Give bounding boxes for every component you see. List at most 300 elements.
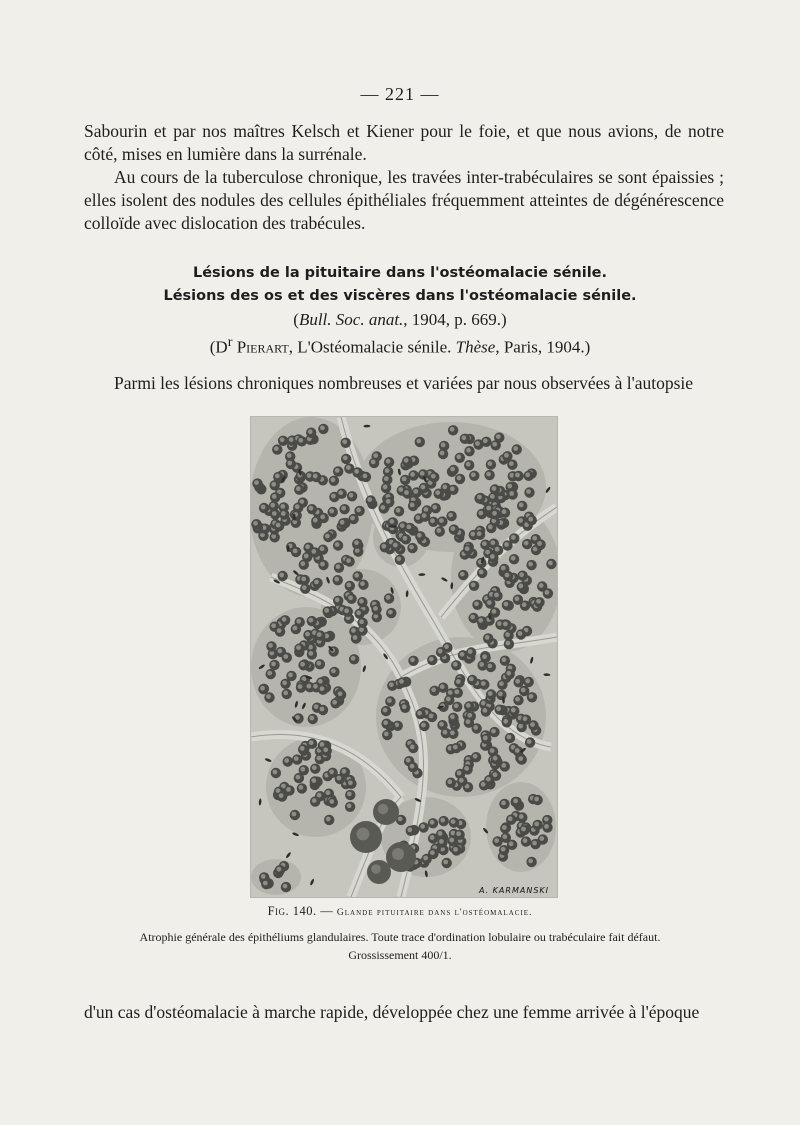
cell-nucleolus xyxy=(505,573,510,578)
figure-caption-title xyxy=(0,904,800,919)
cell-nucleolus xyxy=(320,515,325,520)
cell-nucleolus xyxy=(300,746,305,751)
cell-nucleolus xyxy=(386,595,391,600)
cell-nucleolus xyxy=(384,476,389,481)
cell-nucleolus xyxy=(281,511,286,516)
cell-nucleolus xyxy=(336,564,341,569)
cell-nucleolus xyxy=(460,652,465,657)
cell-nucleolus xyxy=(453,745,458,750)
cell-nucleolus xyxy=(490,554,495,559)
cell-nucleolus xyxy=(384,732,389,737)
cell-nucleolus xyxy=(351,656,356,661)
cell-nucleolus xyxy=(386,459,391,464)
cell-nucleolus xyxy=(354,540,359,545)
cell-nucleolus xyxy=(515,748,520,753)
cell-nucleolus xyxy=(439,839,444,844)
cell-nucleolus xyxy=(266,694,271,699)
cell-nucleolus xyxy=(277,628,282,633)
cell-nucleolus xyxy=(450,486,455,491)
histology-illustration xyxy=(251,417,557,897)
figure-signature: A. KARMANSKI xyxy=(478,886,549,895)
cell-nucleolus xyxy=(539,836,544,841)
cell-nucleolus xyxy=(343,456,348,461)
cell-nucleolus xyxy=(317,632,322,637)
cell-nucleolus xyxy=(519,572,524,577)
cell-nucleolus xyxy=(332,700,337,705)
cell-nucleolus xyxy=(326,790,331,795)
cell-nucleolus xyxy=(311,549,316,554)
cell-nucleolus xyxy=(511,535,516,540)
cell-nucleolus xyxy=(496,706,501,711)
cell-nucleolus xyxy=(298,438,303,443)
large-cell-center xyxy=(371,864,381,874)
cell-nucleolus xyxy=(308,429,313,434)
cell-nucleolus xyxy=(308,618,313,623)
cell-nucleolus xyxy=(457,771,462,776)
cell-nucleolus xyxy=(300,662,305,667)
cell-nucleolus xyxy=(313,518,318,523)
cell-nucleolus xyxy=(440,451,445,456)
ref-open: ( xyxy=(293,310,299,329)
cell-nucleolus xyxy=(351,628,356,633)
cell-nucleolus xyxy=(254,480,259,485)
cell-nucleolus xyxy=(515,596,520,601)
cell-nucleolus xyxy=(518,631,523,636)
cell-nucleolus xyxy=(263,881,268,886)
cell-nucleolus xyxy=(380,505,385,510)
cell-nucleolus xyxy=(518,724,523,729)
cell-nucleolus xyxy=(477,495,482,500)
cell-nucleolus xyxy=(302,585,307,590)
cell-nucleolus xyxy=(515,679,520,684)
cell-nucleolus xyxy=(449,838,454,843)
cell-nucleolus xyxy=(451,819,456,824)
cell-nucleolus xyxy=(456,454,461,459)
cell-nucleolus xyxy=(329,509,334,514)
figure-label: Fig. 140. xyxy=(267,904,317,918)
cell-nucleolus xyxy=(443,730,448,735)
cell-nucleolus xyxy=(491,729,496,734)
cell-nucleolus xyxy=(440,684,445,689)
paragraph-line: Sabourin et par nos maîtres Kelsch et Kiener pour le foie, et que nous avions, de notre côté, mises en lumière dans la surrénale. xyxy=(84,121,724,164)
cell-nucleolus xyxy=(417,711,422,716)
cell-nucleolus xyxy=(528,859,533,864)
cell-nucleolus xyxy=(363,474,368,479)
cell-nucleolus xyxy=(385,468,390,473)
cell-nucleolus xyxy=(502,825,507,830)
cell-nucleolus xyxy=(312,765,317,770)
cell-nucleolus xyxy=(317,756,322,761)
cell-nucleolus xyxy=(498,692,503,697)
cell-nucleolus xyxy=(492,486,497,491)
cell-nucleolus xyxy=(440,818,445,823)
cell-nucleolus xyxy=(289,437,294,442)
cell-nucleolus xyxy=(483,708,488,713)
cell-nucleolus xyxy=(388,610,393,615)
cell-nucleolus xyxy=(284,758,289,763)
cell-nucleolus xyxy=(501,566,506,571)
ref-these: Thèse xyxy=(455,337,496,357)
heading-pituitaire: Lésions de la pituitaire dans l'ostéomalacie sénile. xyxy=(192,265,608,281)
cell-nucleolus xyxy=(431,474,436,479)
figure-magnification: Grossissement 400/1. xyxy=(348,948,452,962)
cell-nucleolus xyxy=(448,513,453,518)
cell-nucleolus xyxy=(359,599,364,604)
cell-nucleolus xyxy=(398,817,403,822)
cell-nucleolus xyxy=(450,714,455,719)
cell-nucleolus xyxy=(354,469,359,474)
cell-nucleolus xyxy=(344,608,349,613)
cell-nucleolus xyxy=(545,590,550,595)
cell-nucleolus xyxy=(518,518,523,523)
cell-nucleolus xyxy=(400,523,405,528)
cell-nucleolus xyxy=(523,838,528,843)
cell-nucleolus xyxy=(502,834,507,839)
cell-nucleolus xyxy=(340,520,345,525)
cell-nucleolus xyxy=(300,561,305,566)
cell-nucleolus xyxy=(347,803,352,808)
cell-nucleolus xyxy=(511,556,516,561)
cell-nucleolus xyxy=(406,758,411,763)
ref-sup: r xyxy=(227,334,233,350)
cell-nucleolus xyxy=(383,485,388,490)
heading-os-visceres: Lésions des os et des viscères dans l'ostéomalacie sénile. xyxy=(163,288,637,304)
cell-nucleolus xyxy=(490,540,495,545)
cell-nucleolus xyxy=(313,684,318,689)
cell-nucleolus xyxy=(492,511,497,516)
cell-nucleolus xyxy=(360,581,365,586)
cell-nucleolus xyxy=(502,509,507,514)
cell-nucleolus xyxy=(441,443,446,448)
cell-nucleolus xyxy=(307,684,312,689)
ref-mid: , L'Ostéomalacie sénile. xyxy=(288,337,456,357)
cell-nucleolus xyxy=(253,521,258,526)
cell-nucleolus xyxy=(312,798,317,803)
cell-nucleolus xyxy=(486,472,491,477)
cell-nucleolus xyxy=(487,600,492,605)
cell-nucleolus xyxy=(485,550,490,555)
histology-figure xyxy=(250,416,558,898)
cell-nucleolus xyxy=(390,519,395,524)
cell-nucleolus xyxy=(331,477,336,482)
cell-nucleolus xyxy=(527,739,532,744)
cell-nucleolus xyxy=(275,474,280,479)
cell-nucleolus xyxy=(467,713,472,718)
cell-nucleolus xyxy=(402,477,407,482)
cell-nucleolus xyxy=(443,860,448,865)
cell-nucleolus xyxy=(460,572,465,577)
cell-nucleolus xyxy=(413,489,418,494)
cell-nucleolus xyxy=(475,441,480,446)
cell-nucleolus xyxy=(456,831,461,836)
reference-bull-soc-anat xyxy=(0,308,800,331)
cell-nucleolus xyxy=(470,532,475,537)
cell-nucleolus xyxy=(504,602,509,607)
cell-nucleolus xyxy=(300,767,305,772)
cell-nucleolus xyxy=(506,641,511,646)
cell-nucleolus xyxy=(502,657,507,662)
cell-nucleolus xyxy=(367,497,372,502)
cell-nucleolus xyxy=(544,817,549,822)
cell-nucleolus xyxy=(287,461,292,466)
cell-nucleolus xyxy=(490,748,495,753)
figure-title: Glande pituitaire dans l'ostéomalacie. xyxy=(336,908,533,918)
cell-nucleolus xyxy=(471,582,476,587)
cell-nucleolus xyxy=(305,632,310,637)
cell-nucleolus xyxy=(523,716,528,721)
cell-nucleolus xyxy=(274,446,279,451)
cell-nucleolus xyxy=(515,697,520,702)
paragraph-osteomalacie: d'un cas d'ostéomalacie à marche rapide, développée chez une femme arrivée à l'époque xyxy=(84,1002,700,1022)
cell-nucleolus xyxy=(272,494,277,499)
cell-nucleolus xyxy=(331,494,336,499)
cell-nucleolus xyxy=(454,703,459,708)
cell-nucleolus xyxy=(353,635,358,640)
cell-nucleolus xyxy=(335,597,340,602)
cell-nucleolus xyxy=(276,523,281,528)
cell-nucleolus xyxy=(424,507,429,512)
cell-nucleolus xyxy=(305,544,310,549)
cell-nucleolus xyxy=(468,649,473,654)
cell-nucleolus xyxy=(309,716,314,721)
cell-nucleolus xyxy=(283,691,288,696)
cell-nucleolus xyxy=(421,723,426,728)
cell-nucleolus xyxy=(503,622,508,627)
cell-nucleolus xyxy=(323,747,328,752)
cell-nucleolus xyxy=(301,577,306,582)
cell-nucleolus xyxy=(479,570,484,575)
cell-nucleolus xyxy=(532,536,537,541)
cell-nucleolus xyxy=(282,680,287,685)
cell-nucleolus xyxy=(450,730,455,735)
cell-nucleolus xyxy=(429,714,434,719)
cell-nucleolus xyxy=(521,688,526,693)
paragraph-parmi: Parmi les lésions chroniques nombreuses et variées par nous observées à l'autopsie xyxy=(114,373,694,393)
cell-nucleolus xyxy=(504,542,509,547)
cell-nucleolus xyxy=(526,489,531,494)
cell-nucleolus xyxy=(346,583,351,588)
cell-nucleolus xyxy=(267,671,272,676)
cell-nucleolus xyxy=(279,793,284,798)
cell-nucleolus xyxy=(457,476,462,481)
cell-nucleolus xyxy=(309,740,314,745)
cell-nucleolus xyxy=(490,494,495,499)
cell-nucleolus xyxy=(504,453,509,458)
cell-nucleolus xyxy=(430,850,435,855)
cell-nucleolus xyxy=(519,814,524,819)
cell-nucleolus xyxy=(506,671,511,676)
cell-nucleolus xyxy=(493,756,498,761)
cell-nucleolus xyxy=(477,531,482,536)
cell-nucleolus xyxy=(348,595,353,600)
cell-nucleolus xyxy=(320,707,325,712)
cell-nucleolus xyxy=(492,609,497,614)
cell-nucleolus xyxy=(307,473,312,478)
cell-nucleolus xyxy=(346,465,351,470)
cell-nucleolus xyxy=(503,719,508,724)
cell-nucleolus xyxy=(438,649,443,654)
cell-nucleolus xyxy=(295,504,300,509)
cell-nucleolus xyxy=(287,453,292,458)
cell-nucleolus xyxy=(421,485,426,490)
cell-nucleolus xyxy=(439,518,444,523)
cell-nucleolus xyxy=(396,508,401,513)
cell-nucleolus xyxy=(525,472,530,477)
cell-nucleolus xyxy=(409,545,414,550)
cell-nucleolus xyxy=(296,775,301,780)
cell-nucleolus xyxy=(488,461,493,466)
cell-nucleolus xyxy=(518,756,523,761)
cell-nucleolus xyxy=(466,719,471,724)
cell-nucleolus xyxy=(508,816,513,821)
cell-nucleolus xyxy=(430,518,435,523)
cell-nucleolus xyxy=(403,536,408,541)
large-cell-center xyxy=(378,804,388,814)
section-headings xyxy=(0,262,800,359)
cell-nucleolus xyxy=(494,838,499,843)
cell-nucleolus xyxy=(548,561,553,566)
cell-nucleolus xyxy=(410,764,415,769)
cell-nucleolus xyxy=(536,599,541,604)
cell-nucleolus xyxy=(329,799,334,804)
cell-nucleolus xyxy=(420,824,425,829)
cell-nucleolus xyxy=(494,593,499,598)
cell-nucleolus xyxy=(320,546,325,551)
cell-nucleolus xyxy=(511,708,516,713)
cell-nucleolus xyxy=(271,623,276,628)
cell-nucleolus xyxy=(496,434,501,439)
cell-nucleolus xyxy=(454,689,459,694)
cell-nucleolus xyxy=(410,745,415,750)
cell-nucleolus xyxy=(320,686,325,691)
cell-nucleolus xyxy=(430,820,435,825)
reference-these xyxy=(0,331,800,359)
cell-nucleolus xyxy=(273,770,278,775)
cell-nucleolus xyxy=(292,812,297,817)
large-cell-center xyxy=(392,848,404,860)
cell-nucleolus xyxy=(488,525,493,530)
cell-nucleolus xyxy=(356,610,361,615)
cell-nucleolus xyxy=(293,549,298,554)
cell-nucleolus xyxy=(383,708,388,713)
cell-nucleolus xyxy=(410,657,415,662)
cell-nucleolus xyxy=(429,657,434,662)
cell-nucleolus xyxy=(283,884,288,889)
cell-nucleolus xyxy=(299,785,304,790)
ref-rest: , 1904, p. 669.) xyxy=(403,310,507,329)
cell-nucleolus xyxy=(296,645,301,650)
cell-nucleolus xyxy=(499,681,504,686)
cell-nucleolus xyxy=(407,827,412,832)
cell-nucleolus xyxy=(359,619,364,624)
cell-nucleolus xyxy=(444,644,449,649)
cell-nucleolus xyxy=(348,780,353,785)
cell-nucleolus xyxy=(436,528,441,533)
cell-nucleolus xyxy=(416,515,421,520)
cell-nucleolus xyxy=(326,817,331,822)
cell-nucleolus xyxy=(522,602,527,607)
cell-nucleolus xyxy=(448,690,453,695)
cell-nucleolus xyxy=(456,679,461,684)
cell-nucleolus xyxy=(354,573,359,578)
cell-nucleolus xyxy=(466,448,471,453)
cell-nucleolus xyxy=(483,736,488,741)
cell-nucleolus xyxy=(442,485,447,490)
cell-nucleolus xyxy=(338,490,343,495)
cell-nucleolus xyxy=(431,687,436,692)
cell-nucleolus xyxy=(529,694,534,699)
cell-nucleolus xyxy=(497,621,502,626)
cell-nucleolus xyxy=(539,583,544,588)
cell-nucleolus xyxy=(525,679,530,684)
cell-nucleolus xyxy=(469,677,474,682)
cell-nucleolus xyxy=(537,541,542,546)
cell-nucleolus xyxy=(513,799,518,804)
cell-nucleolus xyxy=(544,824,549,829)
cell-nucleolus xyxy=(277,867,282,872)
cell-nucleolus xyxy=(334,577,339,582)
cell-nucleolus xyxy=(487,664,492,669)
cell-nucleolus xyxy=(278,649,283,654)
cell-nucleolus xyxy=(383,720,388,725)
cell-nucleolus xyxy=(509,461,514,466)
ref-journal: Bull. Soc. anat. xyxy=(298,310,404,329)
cell-nucleolus xyxy=(338,691,343,696)
cell-nucleolus xyxy=(473,725,478,730)
cell-nucleolus xyxy=(416,439,421,444)
cell-nucleolus xyxy=(451,526,456,531)
cell-nucleolus xyxy=(329,769,334,774)
cell-nucleolus xyxy=(350,516,355,521)
cell-nucleolus xyxy=(399,679,404,684)
cell-nucleolus xyxy=(423,856,428,861)
cell-nucleolus xyxy=(474,601,479,606)
cell-nucleolus xyxy=(373,606,378,611)
cell-nucleolus xyxy=(341,506,346,511)
figure-caption-description xyxy=(0,928,800,964)
cell-nucleolus xyxy=(515,473,520,478)
cell-nucleolus xyxy=(501,801,506,806)
cell-nucleolus xyxy=(471,472,476,477)
cell-nucleolus xyxy=(314,580,319,585)
cell-nucleolus xyxy=(519,503,524,508)
cell-nucleolus xyxy=(271,534,276,539)
cell-nucleolus xyxy=(320,562,325,567)
cell-nucleolus xyxy=(402,704,407,709)
cell-nucleolus xyxy=(492,442,497,447)
cell-nucleolus xyxy=(393,543,398,548)
cell-nucleolus xyxy=(271,482,276,487)
cell-nucleolus xyxy=(462,435,467,440)
cell-nucleolus xyxy=(478,511,483,516)
cell-nucleolus xyxy=(371,460,376,465)
cell-nucleolus xyxy=(513,446,518,451)
cell-nucleolus xyxy=(335,542,340,547)
cell-nucleolus xyxy=(432,505,437,510)
cell-nucleolus xyxy=(466,462,471,467)
cell-nucleolus xyxy=(320,426,325,431)
cell-nucleolus xyxy=(478,618,483,623)
cell-nucleolus xyxy=(485,635,490,640)
ref-open: (D xyxy=(209,337,228,357)
cell-nucleolus xyxy=(509,841,514,846)
figure-dash: — xyxy=(316,904,337,918)
cell-nucleolus xyxy=(389,682,394,687)
cell-nucleolus xyxy=(261,505,266,510)
cell-nucleolus xyxy=(331,669,336,674)
cell-nucleolus xyxy=(282,617,287,622)
cell-nucleolus xyxy=(417,533,422,538)
